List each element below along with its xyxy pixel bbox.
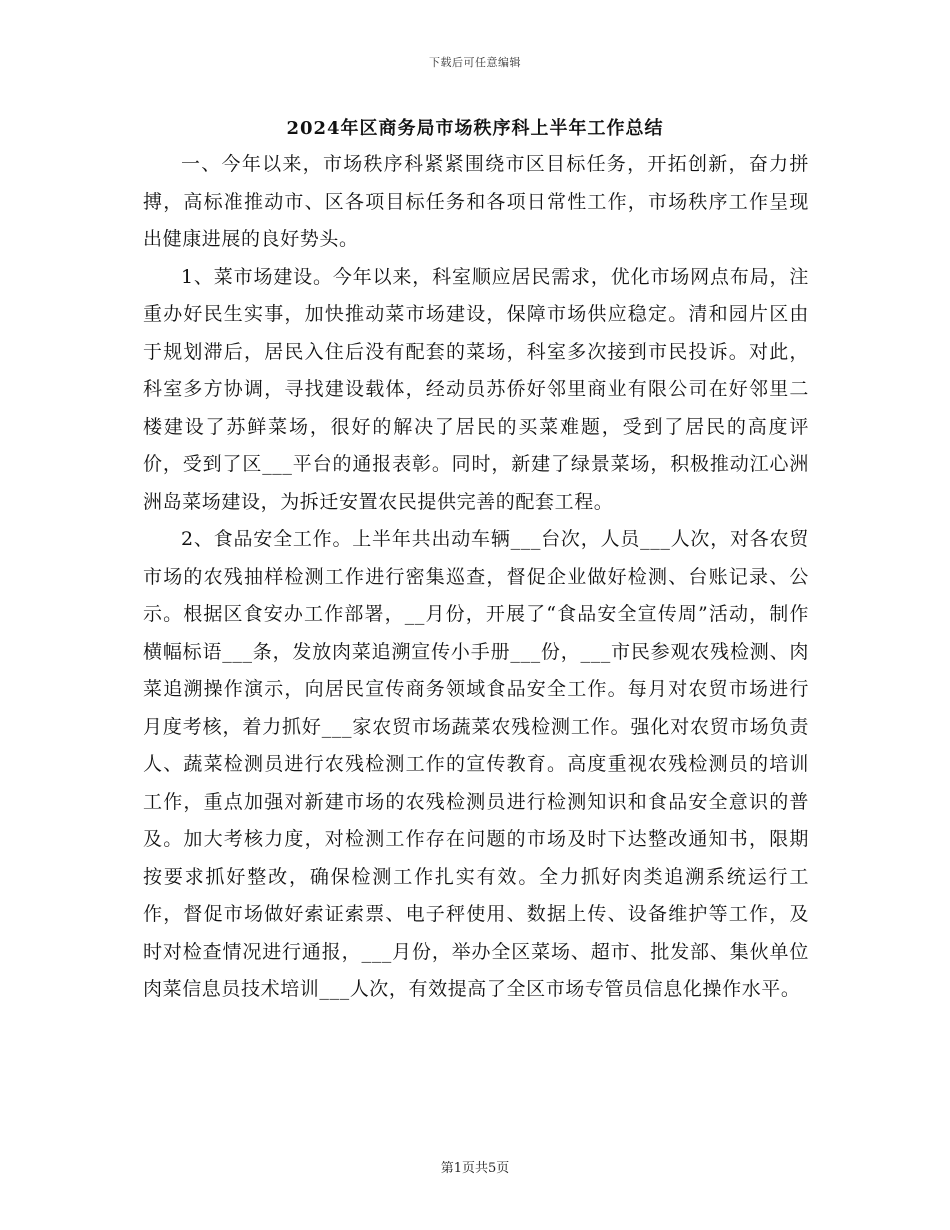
paragraph-food-safety: 2、食品安全工作。上半年共出动车辆___台次，人员___人次，对各农贸市场的农残抽样检测工作进行密集巡查，督促企业做好检测、台账记录、公示。根据区食安办工作部署，__月份，开展了“食品安全宣传周”活动，制作横幅标语___条，发放肉菜追溯宣传小手册___份，___市民参观农残检测、肉菜追溯操作演示，向居民宣传商务领域食品安全工作。每月对农贸市场进行月度考核，着力抓好___家农贸市场蔬菜农残检测工作。强化对农贸市场负责人、蔬菜检测员进行农残检测工作的宣传教育。高度重视农残检测员的培训工作，重点加强对新建市场的农残检测员进行检测知识和食品安全意识的普及。加大考核力度，对检测工作存在问题的市场及时下达整改通知书，限期按要求抓好整改，确保检测工作扎实有效。全力抓好肉类追溯系统运行工作，督促市场做好索证索票、电子秤使用、数据上传、设备维护等工作，及时对检查情况进行通报，___月份，举办全区菜场、超市、批发部、集伙单位肉菜信息员技术培训___人次，有效提高了全区市场专管员信息化操作水平。 bbox=[143, 528, 809, 1000]
page-header-note: 下载后可任意编辑 bbox=[429, 56, 521, 69]
document-body bbox=[143, 146, 809, 1009]
paragraph-market-construction: 1、菜市场建设。今年以来，科室顺应居民需求，优化市场网点布局，注重办好民生实事，加快推动菜市场建设，保障市场供应稳定。清和园片区由于规划滞后，居民入住后没有配套的菜场，科室多次接到市民投诉。对此，科室多方协调，寻找建设载体，经动员苏侨好邻里商业有限公司在好邻里二楼建设了苏鲜菜场，很好的解决了居民的买菜难题，受到了居民的高度评价，受到了区___平台的通报表彰。同时，新建了绿景菜场，积极推动江心洲洲岛菜场建设，为拆迁安置农民提供完善的配套工程。 bbox=[143, 265, 809, 513]
paragraph-intro: 一、今年以来，市场秩序科紧紧围绕市区目标任务，开拓创新，奋力拼搏，高标准推动市、区各项目标任务和各项日常性工作，市场秩序工作呈现出健康进展的良好势头。 bbox=[143, 153, 809, 250]
document-title: 2024年区商务局市场秩序科上半年工作总结 bbox=[286, 118, 664, 139]
page-number: 第1页共5页 bbox=[440, 1161, 510, 1176]
